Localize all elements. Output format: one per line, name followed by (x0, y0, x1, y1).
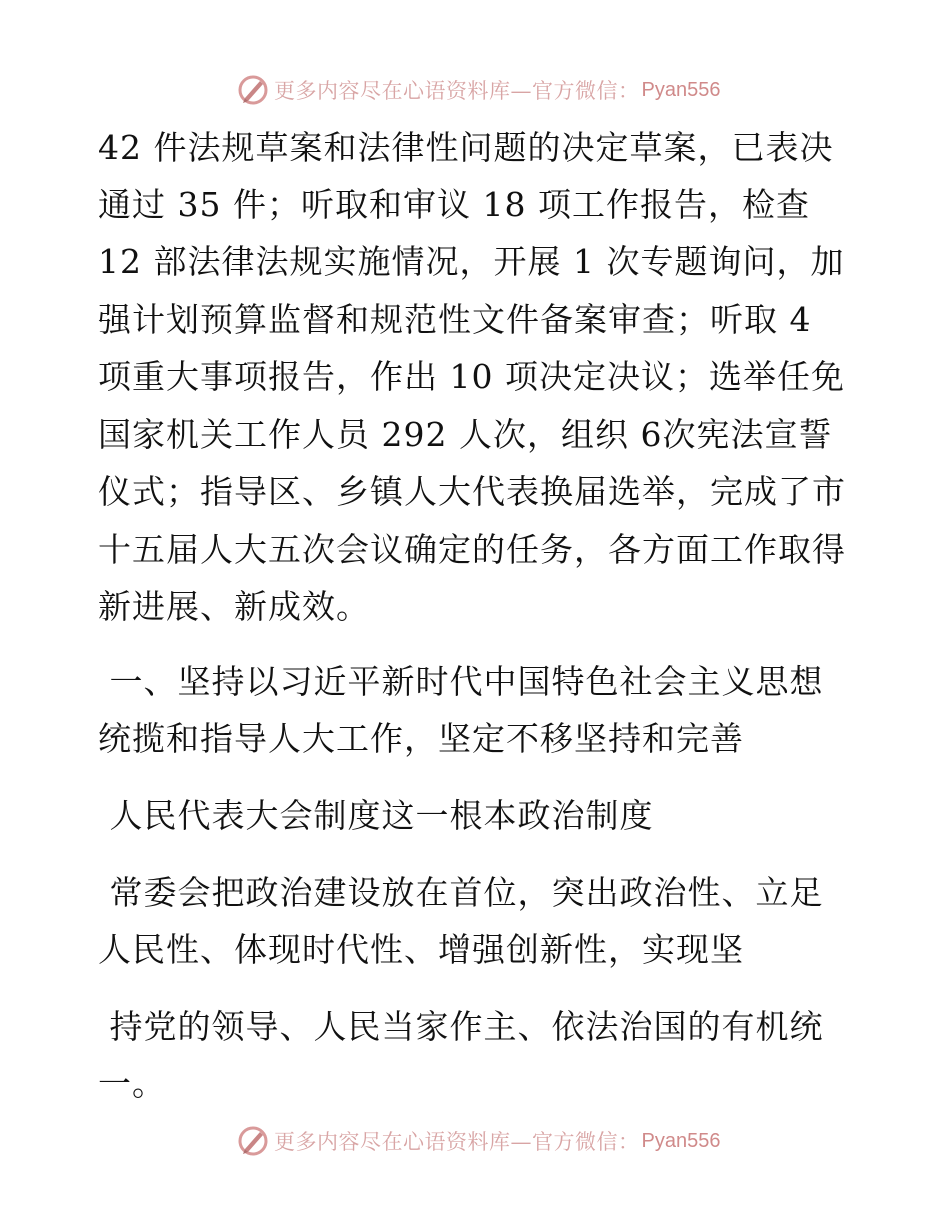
pen-logo-icon (236, 73, 270, 107)
body-line: 42 件法规草案和法律性问题的决定草案，已表决 (98, 128, 834, 167)
watermark-wechat-id: Pyan556 (641, 78, 721, 101)
watermark-text: 更多内容尽在心语资料库—官方微信： (274, 79, 640, 103)
body-line: 一。 (98, 1064, 166, 1103)
body-line: 十五届人大五次会议确定的任务，各方面工作取得 (98, 530, 846, 569)
body-line: 仪式；指导区、乡镇人大代表换届选举，完成了市 (98, 472, 846, 511)
watermark-text: 更多内容尽在心语资料库—官方微信： (274, 1130, 640, 1154)
body-line: 强计划预算监督和规范性文件备案审查；听取 4 (98, 300, 812, 339)
body-line: 新进展、新成效。 (98, 587, 370, 626)
body-line: 人民性、体现时代性、增强创新性，实现坚 (98, 930, 744, 969)
section-heading-line: 人民代表大会制度这一根本政治制度 (98, 796, 654, 835)
body-line: 通过 35 件；听取和审议 18 项工作报告，检查 (98, 185, 810, 224)
body-line: 12 部法律法规实施情况，开展 1 次专题询问，加 (98, 242, 845, 281)
body-line: 常委会把政治建设放在首位，突出政治性、立足 (98, 873, 824, 912)
body-line: 国家机关工作人员 292 人次，组织 6次宪法宣誓 (98, 415, 833, 454)
section-heading-line: 一、坚持以习近平新时代中国特色社会主义思想 (98, 662, 824, 701)
watermark-footer (236, 1123, 720, 1159)
body-line: 项重大事项报告，作出 10 项决定决议；选举任免 (98, 357, 845, 396)
pen-logo-icon (236, 1124, 270, 1158)
body-line: 持党的领导、人民当家作主、依法治国的有机统 (98, 1007, 824, 1046)
watermark-header (236, 72, 720, 108)
watermark-wechat-id: Pyan556 (641, 1129, 721, 1152)
section-heading-line: 统揽和指导人大工作，坚定不移坚持和完善 (98, 719, 744, 758)
